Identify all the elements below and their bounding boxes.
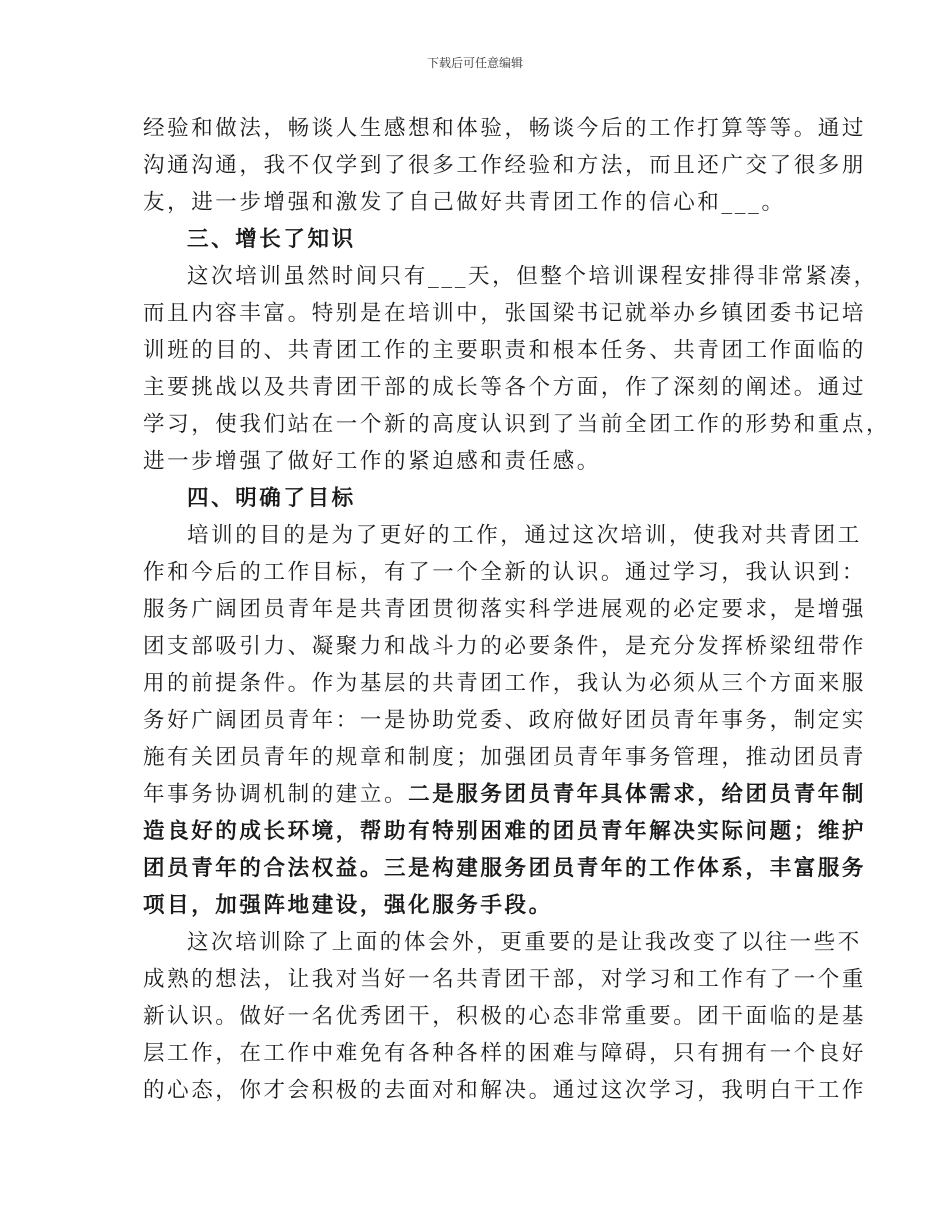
paragraph-line: 作和今后的工作目标，有了一个全新的认识。通过学习，我认识到： (143, 560, 867, 585)
paragraph-line: 新认识。做好一名优秀团干，积极的心态非常重要。团干面临的是基 (143, 1004, 867, 1029)
paragraph-line: 学习，使我们站在一个新的高度认识到了当前全团工作的形势和重点， (143, 412, 891, 437)
paragraph-line: 的心态，你才会积极的去面对和解决。通过这次学习，我明白干工作 (143, 1078, 867, 1103)
paragraph-line: 主要挑战以及共青团干部的成长等各个方面，作了深刻的阐述。通过 (143, 375, 867, 400)
paragraph-line: 层工作，在工作中难免有各种各样的困难与障碍，只有拥有一个良好 (143, 1041, 867, 1066)
paragraph-line: 友，进一步增强和激发了自己做好共青团工作的信心和___。 (143, 190, 786, 215)
bold-text: 二是服务团员青年具体需求，给团员青年制 (408, 782, 867, 807)
paragraph-line-bold: 造良好的成长环境，帮助有特别困难的团员青年解决实际问题；维护 (143, 819, 867, 844)
paragraph-line: 而且内容丰富。特别是在培训中，张国梁书记就举办乡镇团委书记培 (143, 301, 867, 326)
paragraph-line: 进一步增强了做好工作的紧迫感和责任感。 (143, 449, 601, 474)
paragraph-line: 年事务协调机制的建立。二是服务团员青年具体需求，给团员青年制 (143, 782, 867, 807)
paragraph-line: 团支部吸引力、凝聚力和战斗力的必要条件，是充分发挥桥梁纽带作 (143, 634, 867, 659)
paragraph-line: 沟通沟通，我不仅学到了很多工作经验和方法，而且还广交了很多朋 (143, 153, 867, 178)
page-header: 下载后可任意编辑 (426, 56, 523, 70)
paragraph-line: 务好广阔团员青年：一是协助党委、政府做好团员青年事务，制定实 (143, 708, 867, 733)
paragraph-line-bold: 项目，加强阵地建设，强化服务手段。 (143, 893, 553, 918)
paragraph-line: 成熟的想法，让我对当好一名共青团干部，对学习和工作有了一个重 (143, 967, 867, 992)
paragraph-line-bold: 团员青年的合法权益。三是构建服务团员青年的工作体系，丰富服务 (143, 856, 867, 881)
section-heading-4: 四、明确了目标 (187, 486, 356, 511)
section-heading-3: 三、增长了知识 (187, 227, 356, 252)
paragraph-line: 培训的目的是为了更好的工作，通过这次培训，使我对共青团工 (187, 523, 862, 548)
paragraph-line: 训班的目的、共青团工作的主要职责和根本任务、共青团工作面临的 (143, 338, 867, 363)
paragraph-line: 这次培训除了上面的体会外，更重要的是让我改变了以往一些不 (187, 930, 862, 955)
document-body (143, 110, 891, 1109)
paragraph-line: 施有关团员青年的规章和制度；加强团员青年事务管理，推动团员青 (143, 745, 867, 770)
paragraph-line: 这次培训虽然时间只有___天，但整个培训课程安排得非常紧凑， (187, 264, 878, 289)
paragraph-line: 服务广阔团员青年是共青团贯彻落实科学进展观的必定要求，是增强 (143, 597, 867, 622)
paragraph-line: 经验和做法，畅谈人生感想和体验，畅谈今后的工作打算等等。通过 (143, 116, 867, 141)
paragraph-line: 用的前提条件。作为基层的共青团工作，我认为必须从三个方面来服 (143, 671, 867, 696)
